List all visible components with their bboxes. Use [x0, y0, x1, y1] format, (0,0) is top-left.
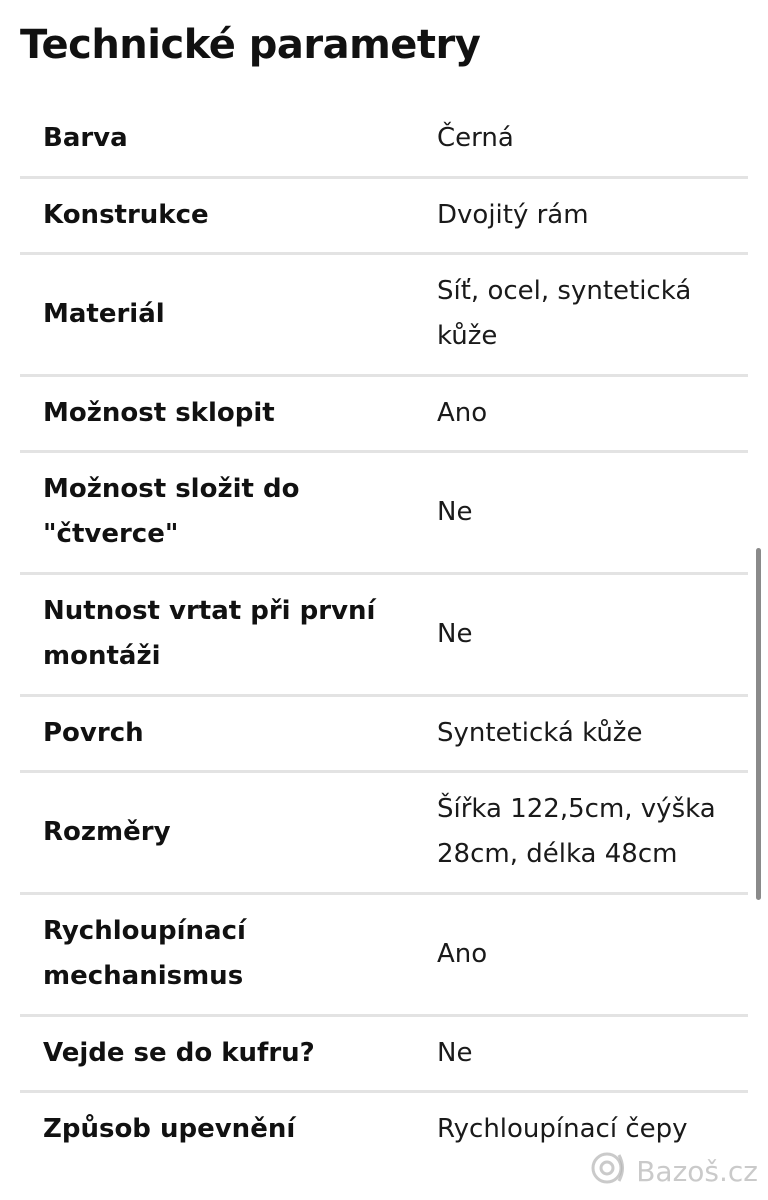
table-row: [20, 1015, 748, 1091]
table-row: [20, 101, 748, 177]
table-row: [20, 573, 748, 695]
table-row: [20, 695, 748, 771]
table-row: [20, 177, 748, 253]
vertical-scrollbar[interactable]: [756, 548, 761, 900]
param-name-nutnost-vrtat: Nutnost vrtat při první montáži: [43, 596, 376, 671]
param-name-rychloupinaci: Rychloupínací mechanismus: [43, 916, 246, 991]
param-name-moznost-sklopit: Možnost sklopit: [43, 397, 275, 428]
param-name-moznost-slozit: Možnost složit do "čtverce": [43, 474, 300, 549]
param-value-material: Síť, ocel, syntetická kůže: [437, 276, 692, 351]
param-value-moznost-sklopit: Ano: [437, 397, 488, 428]
param-value-povrch: Syntetická kůže: [437, 717, 643, 748]
technical-parameters-table: [20, 101, 748, 1167]
table-row: [20, 253, 748, 375]
param-name-konstrukce: Konstrukce: [43, 199, 209, 230]
table-row: [20, 771, 748, 893]
table-row: [20, 893, 748, 1015]
param-value-rozmery: Šířka 122,5cm, výška 28cm, délka 48cm: [437, 794, 716, 869]
param-name-rozmery: Rozměry: [43, 816, 171, 847]
param-value-zpusob-upevneni: Rychloupínací čepy: [437, 1114, 688, 1145]
watermark-text: Bazoš.cz: [636, 1155, 758, 1188]
param-value-konstrukce: Dvojitý rám: [437, 199, 589, 230]
param-value-rychloupinaci: Ano: [437, 938, 488, 969]
param-value-vejde-se: Ne: [437, 1037, 473, 1068]
table-row: [20, 375, 748, 451]
page-title: Technické parametry: [20, 22, 481, 68]
param-name-barva: Barva: [43, 122, 128, 153]
param-value-moznost-slozit: Ne: [437, 496, 473, 527]
param-name-material: Materiál: [43, 298, 165, 329]
param-name-povrch: Povrch: [43, 717, 144, 748]
bazos-logo-icon: [590, 1151, 636, 1192]
watermark: [590, 1151, 758, 1192]
param-name-vejde-se: Vejde se do kufru?: [43, 1037, 315, 1068]
param-value-barva: Černá: [437, 122, 514, 153]
param-name-zpusob-upevneni: Způsob upevnění: [43, 1114, 296, 1145]
param-value-nutnost-vrtat: Ne: [437, 618, 473, 649]
table-row: [20, 451, 748, 573]
